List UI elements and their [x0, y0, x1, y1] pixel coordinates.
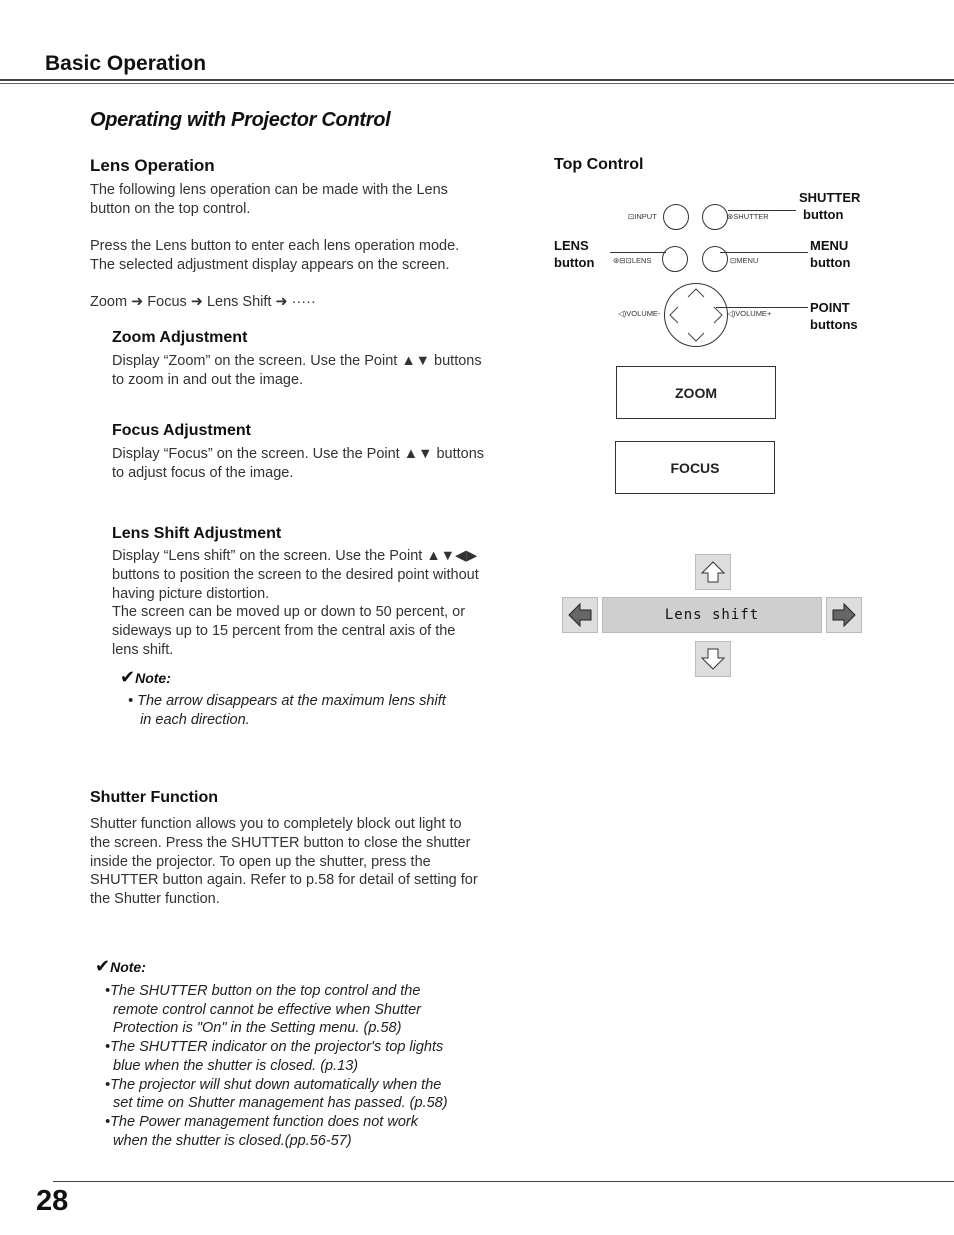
text-line: sideways up to 15 percent from the central axis of the — [112, 623, 456, 640]
text-line: buttons to position the screen to the desired point without — [112, 566, 479, 583]
zoom-adjustment-heading: Zoom Adjustment — [112, 329, 248, 346]
text-line: SHUTTER button again. Refer to p.58 for detail of setting for — [90, 872, 478, 889]
text-line: Display “Lens shift” on the screen. Use the Point ▲▼◀▶ — [112, 548, 478, 564]
note-line: in each direction. — [128, 711, 250, 728]
lens-shift-down-arrow — [695, 641, 731, 677]
callout-text: MENU — [810, 238, 849, 253]
lens-shift-note — [128, 692, 528, 729]
lens-shift-right-arrow — [826, 597, 862, 633]
lens-operation-heading: Lens Operation — [90, 156, 215, 175]
shutter-function-text — [90, 815, 530, 909]
speaker-icon: ◁) — [727, 309, 736, 318]
callout-text: SHUTTER — [799, 190, 861, 205]
arrow-right-icon — [831, 602, 857, 628]
volume-minus-label — [618, 309, 660, 318]
zoom-adjustment-text — [112, 352, 532, 390]
text-line: the screen. Press the SHUTTER button to close the shutter — [90, 834, 471, 851]
text-line: inside the projector. To open up the shutter, press the — [90, 853, 431, 870]
focus-screen-display: FOCUS — [615, 441, 775, 494]
lens-mode-sequence: Zoom ➜ Focus ➜ Lens Shift ➜ ····· — [90, 294, 316, 310]
arrow-down-icon — [700, 646, 726, 672]
note-line: set time on Shutter management has passed. (p.58) — [105, 1095, 448, 1112]
lens-shift-adjustment-text — [112, 547, 532, 660]
checkmark-icon: ✔ — [120, 667, 136, 687]
zoom-screen-display: ZOOM — [616, 366, 776, 419]
page-number: 28 — [36, 1185, 69, 1217]
section-title: Basic Operation — [45, 52, 207, 75]
checkmark-icon: ✔ — [95, 956, 111, 976]
volume-plus-label — [727, 309, 771, 318]
lens-operation-press — [90, 237, 530, 275]
menu-callout — [810, 237, 850, 271]
shutter-note — [105, 982, 535, 1150]
arrow-up-icon — [700, 559, 726, 585]
page-subtitle: Operating with Projector Control — [90, 109, 391, 131]
callout-text: buttons — [810, 317, 858, 332]
callout-text: button — [554, 255, 595, 270]
text-line: to zoom in and out the image. — [112, 371, 304, 388]
header-rule-thin — [0, 83, 954, 84]
text-line: Display “Zoom” on the screen. Use the Point ▲▼ buttons — [112, 353, 482, 369]
note-label-text: Note: — [135, 670, 171, 686]
lens-callout — [554, 237, 594, 271]
text-line: to adjust focus of the image. — [112, 464, 294, 481]
shutter-note-label — [95, 956, 146, 977]
volume-plus-text: VOLUME+ — [735, 309, 772, 318]
text-line: having picture distortion. — [112, 585, 270, 602]
callout-text: button — [810, 255, 851, 270]
note-line: remote control cannot be effective when Shutter — [105, 1001, 421, 1018]
input-button-label — [628, 212, 657, 221]
lens-operation-intro — [90, 181, 530, 219]
callout-text: button — [803, 207, 844, 222]
text-line: The selected adjustment display appears on the screen. — [90, 256, 450, 273]
lens-leader-line — [610, 252, 666, 253]
text-line: the Shutter function. — [90, 891, 220, 908]
note-line: Protection is "On" in the Setting menu. (p.58) — [105, 1020, 402, 1037]
arrow-left-icon — [567, 602, 593, 628]
focus-adjustment-text — [112, 445, 532, 483]
header-rule — [0, 79, 954, 81]
focus-adjustment-heading: Focus Adjustment — [112, 422, 251, 439]
footer-rule — [53, 1181, 954, 1182]
lens-shift-left-arrow — [562, 597, 598, 633]
callout-text: POINT — [810, 300, 850, 315]
menu-label-text: MENU — [736, 256, 759, 265]
text-line: Press the Lens button to enter each lens operation mode. — [90, 238, 460, 254]
point-callout — [810, 299, 858, 333]
shutter-label-text: SHUTTER — [733, 212, 769, 221]
input-label-text: INPUT — [634, 212, 657, 221]
shutter-icon: ⊛ — [727, 212, 734, 221]
lens-shift-note-label — [120, 667, 171, 688]
top-control-heading: Top Control — [554, 156, 644, 173]
text-line: button on the top control. — [90, 200, 251, 217]
note-label-text: Note: — [110, 959, 146, 975]
text-line: Display “Focus” on the screen. Use the Point ▲▼ buttons — [112, 446, 485, 462]
callout-text: LENS — [554, 238, 589, 253]
text-line: lens shift. — [112, 641, 174, 658]
note-line: •The SHUTTER indicator on the projector's top lights — [105, 1039, 444, 1056]
note-line: when the shutter is closed.(pp.56-57) — [105, 1132, 352, 1149]
text-line: The following lens operation can be made with the Lens — [90, 182, 448, 198]
lens-icons: ⊛⊟⊡ — [613, 256, 632, 265]
note-line: •The SHUTTER button on the top control and the — [105, 983, 421, 999]
note-line: •The projector will shut down automatically when the — [105, 1076, 442, 1093]
note-line: blue when the shutter is closed. (p.13) — [105, 1057, 359, 1074]
note-line: • The arrow disappears at the maximum lens shift — [128, 693, 446, 709]
speaker-icon: ◁) — [618, 309, 627, 318]
menu-button-label — [730, 256, 758, 265]
input-button[interactable] — [663, 204, 689, 230]
shutter-button-label — [727, 212, 769, 221]
lens-label-text: LENS — [631, 256, 652, 265]
shutter-leader-line — [728, 210, 796, 211]
text-line: The screen can be moved up or down to 50 percent, or — [112, 604, 466, 621]
menu-button[interactable] — [702, 246, 728, 272]
lens-shift-bar: Lens shift — [602, 597, 822, 633]
lens-button[interactable] — [662, 246, 688, 272]
lens-shift-up-arrow — [695, 554, 731, 590]
shutter-function-heading: Shutter Function — [90, 789, 218, 806]
input-icon: ⊡ — [628, 212, 635, 221]
shutter-button-circle[interactable] — [702, 204, 728, 230]
point-leader-line — [716, 307, 808, 308]
note-line: •The Power management function does not work — [105, 1113, 418, 1130]
volume-minus-text: VOLUME- — [626, 309, 661, 318]
lens-shift-adjustment-heading: Lens Shift Adjustment — [112, 525, 282, 542]
lens-button-label — [613, 256, 651, 265]
text-line: Shutter function allows you to completely block out light to — [90, 816, 462, 832]
menu-icon: ⊡ — [730, 256, 737, 265]
menu-leader-line — [720, 252, 808, 253]
point-arrows-icon — [664, 283, 728, 347]
shutter-callout — [799, 189, 860, 223]
